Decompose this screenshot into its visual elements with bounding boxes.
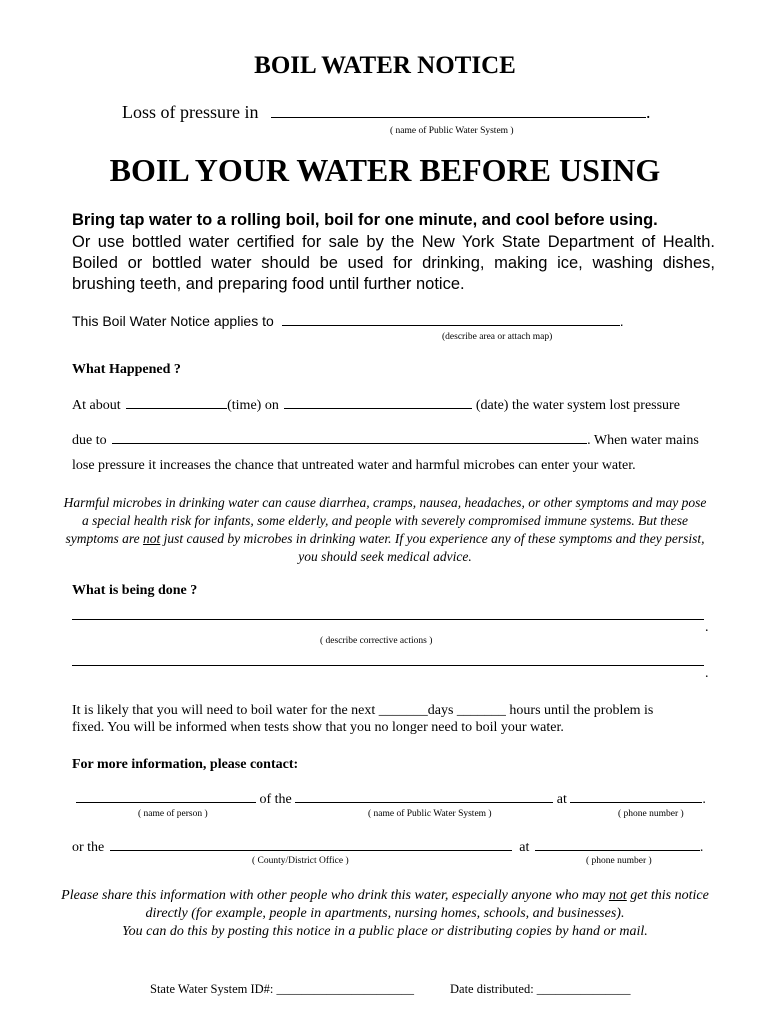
loss-label: Loss of pressure in [122,102,259,122]
headline: BOIL YOUR WATER BEFORE USING [109,152,661,188]
at-label-2: at [519,840,530,855]
share-not: not [608,888,627,903]
contact-period-1: . [702,792,706,807]
due-to-row [72,433,699,449]
likely-text-2: fixed. You will be informed when tests show that you no longer need to boil your water. [72,720,564,735]
contact-row-2 [72,840,703,856]
system-name-caption: ( name of Public Water System ) [390,126,514,136]
applies-caption: (describe area or attach map) [442,332,553,342]
share-text-3: You can do this by posting this notice in a public place or distributing copies by hand or mail. [122,924,648,939]
health-warning [60,494,710,566]
corrective-caption: ( describe corrective actions ) [320,636,433,646]
instructions-bold: Bring tap water to a rolling boil, boil for one minute, and cool before using. [72,211,658,229]
corrective-action-field-1[interactable] [72,619,704,620]
or-the-label: or the [72,840,105,855]
at-about-row [72,398,680,414]
applies-label: This Boil Water Notice applies to [72,313,274,329]
county-office-field[interactable] [110,850,512,851]
date-distributed: Date distributed: _______________ [450,982,631,996]
cause-field[interactable] [112,443,587,444]
instructions-text: Or use bottled water certified for sale by the New York State Department of Health. Boiled or bottled water should be used for drinking, making ice, washing dishes, brushing teeth, and preparing food until further notice. [72,233,715,293]
date-field[interactable] [284,408,472,409]
loss-period: . [645,102,651,122]
phone-caption-2: ( phone number ) [586,856,652,866]
system-id: State Water System ID#: ______________________ [150,982,415,996]
contact-system-caption: ( name of Public Water System ) [368,809,492,819]
share-text-1: Please share this information with other people who drink this water, especially anyone who may [61,888,606,903]
when-water-mains: . When water mains [587,433,699,448]
phone-caption: ( phone number ) [618,809,684,819]
likely-text-1: It is likely that you will need to boil water for the next _______days _______ hours until the problem is [72,703,654,718]
at-about-label: At about [72,398,121,413]
corrective-action-field-2[interactable] [72,665,704,666]
share-notice [40,887,730,941]
contact-period-2: . [699,840,704,855]
time-label: (time) on [227,398,279,413]
contact-system-field[interactable] [295,802,553,803]
system-name-field[interactable] [271,117,646,118]
what-happened-heading: What Happened ? [72,362,181,377]
at-label: at [556,792,567,807]
health-text-1: Harmful microbes in drinking water can cause diarrhea, cramps, nausea, headaches, or other symptoms and may pose a special health risk for infants, some elderly, and people with severely compromised immune systems. But these symptoms are [63,495,707,546]
page-title: BOIL WATER NOTICE [254,52,516,79]
of-the-label: of the [259,792,292,807]
due-to-label: due to [72,433,107,448]
corrective-period-2: . [705,666,709,681]
corrective-period-1: . [705,620,709,635]
applies-line [72,313,624,329]
being-done-heading: What is being done ? [72,583,198,598]
county-caption: ( County/District Office ) [252,856,349,866]
lose-pressure-text: lose pressure it increases the chance that untreated water and harmful microbes can enter your water. [72,458,636,473]
person-name-field[interactable] [76,802,256,803]
applies-area-field[interactable] [282,325,620,326]
time-field[interactable] [126,408,227,409]
phone-field[interactable] [570,802,702,803]
contact-heading: For more information, please contact: [72,757,299,772]
applies-period: . [619,313,624,329]
share-text-2: get this notice directly (for example, people in apartments, nursing homes, schools, and businesses). [145,888,709,921]
health-not: not [142,531,161,546]
date-label: (date) the water system lost pressure [475,398,680,413]
contact-row-1 [76,792,706,808]
person-caption: ( name of person ) [138,809,208,819]
health-text-2: just caused by microbes in drinking water. If you experience any of these symptoms and they persist, you should seek medical advice. [163,531,705,564]
phone-field-2[interactable] [535,850,700,851]
loss-of-pressure-line [122,102,650,123]
